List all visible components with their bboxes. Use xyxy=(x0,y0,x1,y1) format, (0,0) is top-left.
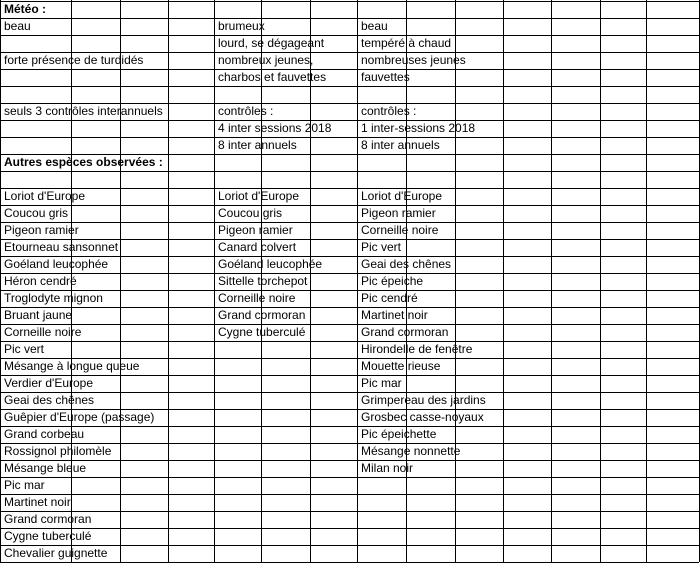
row-gridline xyxy=(0,86,699,87)
species-cell[interactable]: Loriot d'Europe xyxy=(361,189,443,203)
species-cell[interactable]: Mouette rieuse xyxy=(361,359,441,373)
species-cell[interactable]: Pic vert xyxy=(361,240,402,254)
species-cell[interactable]: Corneille noire xyxy=(361,223,439,237)
species-cell[interactable]: Pic épeiche xyxy=(361,274,424,288)
species-cell[interactable]: Goéland leucophée xyxy=(4,257,109,271)
meteo-cell[interactable]: nombreuses jeunes xyxy=(361,53,466,67)
species-cell[interactable]: Pigeon ramier xyxy=(4,223,79,237)
species-cell[interactable]: Coucou gris xyxy=(218,206,283,220)
species-cell[interactable]: Verdier d'Europe xyxy=(4,376,94,390)
species-cell[interactable]: Martinet noir xyxy=(4,495,71,509)
row-gridline xyxy=(0,528,699,529)
meteo-cell[interactable]: lourd, se dégageant xyxy=(218,36,325,50)
species-cell[interactable]: Pic cendré xyxy=(361,291,418,305)
species-cell[interactable]: Milan noir xyxy=(361,461,414,475)
species-cell[interactable]: Cygne tuberculé xyxy=(4,529,92,543)
species-cell[interactable]: Rossignol philomèle xyxy=(4,444,112,458)
meteo-cell[interactable]: contrôles : xyxy=(361,104,417,118)
species-cell[interactable]: Pic épeichette xyxy=(361,427,437,441)
row-gridline xyxy=(0,307,699,308)
species-cell[interactable]: Coucou gris xyxy=(4,206,69,220)
row-gridline xyxy=(0,341,699,342)
meteo-header[interactable]: Météo : xyxy=(4,2,46,16)
meteo-cell[interactable]: forte présence de turdidés xyxy=(4,53,144,67)
species-header[interactable]: Autres espèces observées : xyxy=(4,155,163,169)
species-cell[interactable]: Corneille noire xyxy=(218,291,296,305)
species-cell[interactable]: Pigeon ramier xyxy=(218,223,293,237)
species-cell[interactable]: Loriot d'Europe xyxy=(4,189,86,203)
row-gridline xyxy=(0,69,699,70)
species-cell[interactable]: Geai des chênes xyxy=(361,257,452,271)
species-cell[interactable]: Etourneau sansonnet xyxy=(4,240,119,254)
species-cell[interactable]: Goéland leucophée xyxy=(218,257,323,271)
row-gridline xyxy=(0,375,699,376)
species-cell[interactable]: Grand cormoran xyxy=(4,512,92,526)
meteo-cell[interactable]: 8 inter annuels xyxy=(361,138,440,152)
species-cell[interactable]: Corneille noire xyxy=(4,325,82,339)
species-cell[interactable]: Pic mar xyxy=(361,376,402,390)
meteo-cell[interactable]: nombreux jeunes, xyxy=(218,53,314,67)
row-gridline xyxy=(0,290,699,291)
meteo-cell[interactable]: tempéré à chaud xyxy=(361,36,452,50)
species-cell[interactable]: Grand cormoran xyxy=(361,325,449,339)
species-cell[interactable]: Troglodyte mignon xyxy=(4,291,103,305)
species-cell[interactable]: Bruant jaune xyxy=(4,308,73,322)
row-gridline xyxy=(0,460,699,461)
species-cell[interactable]: Mésange nonnette xyxy=(361,444,461,458)
meteo-cell[interactable]: 1 inter-sessions 2018 xyxy=(361,121,476,135)
species-cell[interactable]: Mésange bleue xyxy=(4,461,87,475)
row-gridline xyxy=(0,171,699,172)
row-gridline xyxy=(0,392,699,393)
meteo-cell[interactable]: 8 inter annuels xyxy=(218,138,297,152)
species-cell[interactable]: Cygne tuberculé xyxy=(218,325,306,339)
species-cell[interactable]: Guêpier d'Europe (passage) xyxy=(4,410,155,424)
row-gridline xyxy=(0,324,699,325)
meteo-cell[interactable]: beau xyxy=(4,19,31,33)
meteo-cell[interactable]: fauvettes xyxy=(361,70,410,84)
species-cell[interactable]: Mésange à longue queue xyxy=(4,359,140,373)
row-gridline xyxy=(0,494,699,495)
species-cell[interactable]: Pic mar xyxy=(4,478,45,492)
row-gridline xyxy=(0,205,699,206)
meteo-cell[interactable]: brumeux xyxy=(218,19,265,33)
row-gridline xyxy=(0,426,699,427)
meteo-cell[interactable]: contrôles : xyxy=(218,104,274,118)
row-gridline xyxy=(0,18,699,19)
species-cell[interactable]: Loriot d'Europe xyxy=(218,189,300,203)
species-cell[interactable]: Héron cendré xyxy=(4,274,77,288)
row-gridline xyxy=(0,273,699,274)
species-cell[interactable]: Chevalier guignette xyxy=(4,546,108,560)
species-cell[interactable]: Grimpereau des jardins xyxy=(361,393,486,407)
species-cell[interactable]: Grand corbeau xyxy=(4,427,85,441)
meteo-cell[interactable]: charbos et fauvettes xyxy=(218,70,327,84)
row-gridline xyxy=(0,120,699,121)
row-gridline xyxy=(0,188,699,189)
row-gridline xyxy=(0,477,699,478)
species-cell[interactable]: Pic vert xyxy=(4,342,45,356)
species-cell[interactable]: Grand cormoran xyxy=(218,308,306,322)
meteo-cell[interactable]: seuls 3 contrôles interannuels xyxy=(4,104,163,118)
row-gridline xyxy=(0,222,699,223)
species-cell[interactable]: Sittelle torchepot xyxy=(218,274,308,288)
species-cell[interactable]: Canard colvert xyxy=(218,240,297,254)
species-cell[interactable]: Grosbec casse-noyaux xyxy=(361,410,484,424)
row-gridline xyxy=(0,1,699,2)
species-cell[interactable]: Pigeon ramier xyxy=(361,206,436,220)
meteo-cell[interactable]: beau xyxy=(361,19,388,33)
meteo-cell[interactable]: 4 inter sessions 2018 xyxy=(218,121,332,135)
row-gridline xyxy=(0,511,699,512)
row-gridline xyxy=(0,137,699,138)
row-gridline xyxy=(0,35,699,36)
species-cell[interactable]: Martinet noir xyxy=(361,308,428,322)
species-cell[interactable]: Hirondelle de fenêtre xyxy=(361,342,473,356)
species-cell[interactable]: Geai des chênes xyxy=(4,393,95,407)
